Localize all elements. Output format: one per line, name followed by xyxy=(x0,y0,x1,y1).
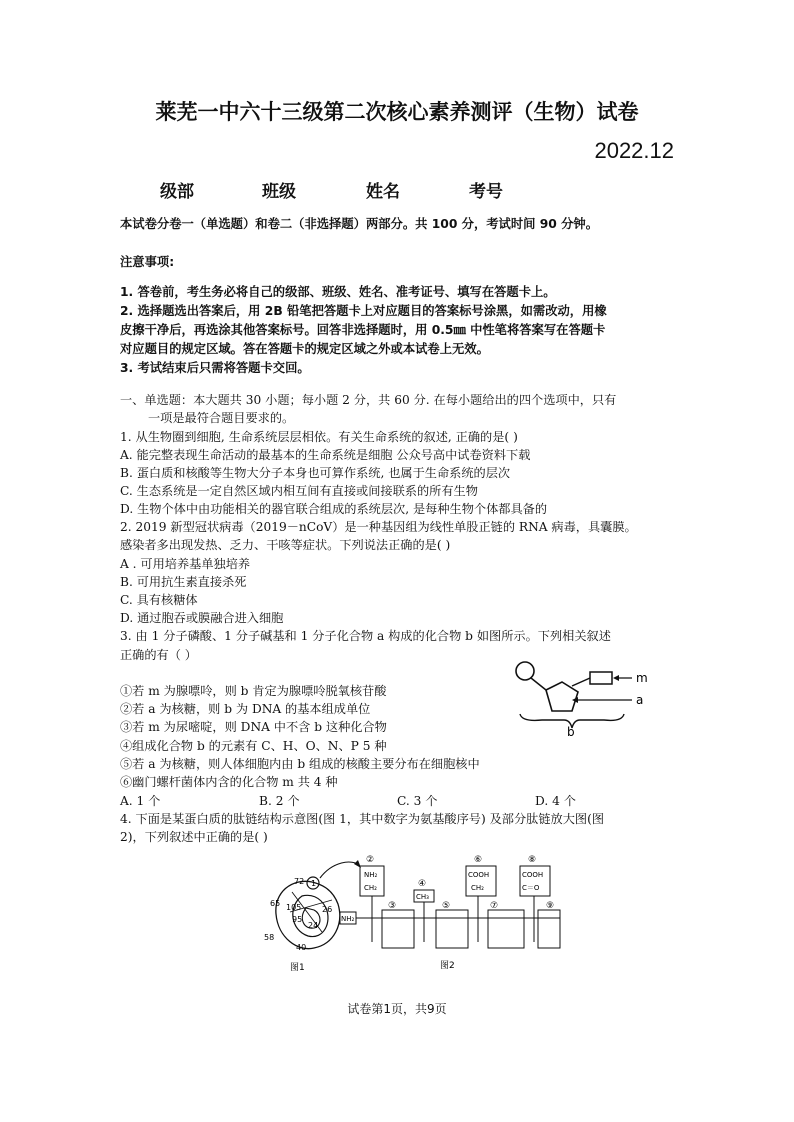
circled-number: ⑧ xyxy=(528,855,537,865)
notice-item: 2. 选择题选出答案后，用 2B 铅笔把答题卡上对应题目的答案标号涂黑，如需改动，用橡 xyxy=(120,304,607,318)
q3-statement-3: ③若 m 为尿嘧啶，则 DNA 中不含 b 这种化合物 xyxy=(120,720,387,734)
figure-1-label: 图1 xyxy=(290,963,305,973)
figure-2-label: 图2 xyxy=(440,961,455,971)
q1-option-a: A. 能完整表现生命活动的最基本的生命系统是细胞 公众号高中试卷资料下载 xyxy=(120,448,531,462)
q3-choice-a: A. 1 个 xyxy=(120,794,161,808)
q1-option-b: B. 蛋白质和核酸等生物大分子本身也可算作系统, 也属于生命系统的层次 xyxy=(120,466,511,480)
side-chain-group: COOH xyxy=(522,871,544,879)
side-chain-group: NH₂ xyxy=(364,871,378,879)
residue-number: 24 xyxy=(308,921,319,930)
residue-number: 40 xyxy=(296,943,307,952)
label-b: b xyxy=(567,725,575,738)
peptide-chain-diagram xyxy=(338,850,568,974)
q1-option-d: D. 生物个体中由功能相关的器官联合组成的系统层次, 是每种生物个体都具备的 xyxy=(120,502,548,516)
circled-number: ⑦ xyxy=(490,901,499,911)
q2-stem-cont: 感染者多出现发热、乏力、干咳等症状。下列说法正确的是( ) xyxy=(120,538,451,552)
field-class: 班级 xyxy=(262,182,296,202)
side-chain-group: CH₂ xyxy=(364,884,377,892)
field-id: 考号 xyxy=(469,182,503,202)
q2-option-c: C. 具有核糖体 xyxy=(120,593,198,607)
circled-number: ⑤ xyxy=(442,901,451,911)
q2-option-a: A . 可用培养基单独培养 xyxy=(120,557,251,571)
q4-stem-cont: 2)，下列叙述中正确的是( ) xyxy=(120,830,268,844)
field-grade: 级部 xyxy=(160,182,194,202)
q3-choice-c: C. 3 个 xyxy=(397,794,438,808)
notice-item: 对应题目的规定区域。答在答题卡的规定区域之外或本试卷上无效。 xyxy=(120,342,489,356)
q3-statement-1: ①若 m 为腺嘌呤，则 b 肯定为腺嘌呤脱氧核苷酸 xyxy=(120,684,387,698)
residue-number: 58 xyxy=(264,933,275,942)
circled-number: ② xyxy=(366,855,375,865)
section-heading: 一、单选题：本大题共 30 小题；每小题 2 分，共 60 分. 在每小题给出的四个选项中，只有 xyxy=(120,393,617,407)
label-a: a xyxy=(636,693,644,707)
exam-title: 莱芜一中六十三级第二次核心素养测评（生物）试卷 xyxy=(155,100,639,124)
q2-stem: 2. 2019 新型冠状病毒（2019－nCoV）是一种基因组为线性单股正链的 RNA 病毒，具囊膜。 xyxy=(120,520,637,534)
exam-date: 2022.12 xyxy=(594,138,674,163)
page-footer: 试卷第1页，共9页 xyxy=(347,1002,447,1016)
notice-item: 3. 考试结束后只需将答题卡交回。 xyxy=(120,361,310,375)
notice-heading: 注意事项: xyxy=(120,255,175,269)
residue-number: 1 xyxy=(311,879,317,888)
q3-statement-4: ④组成化合物 b 的元素有 C、H、O、N、P 5 种 xyxy=(120,739,387,753)
q3-stem: 3. 由 1 分子磷酸、1 分子碱基和 1 分子化合物 a 构成的化合物 b 如图所示。下列相关叙述 xyxy=(120,629,611,643)
residue-number: 65 xyxy=(270,899,281,908)
residue-number: 95 xyxy=(292,915,303,924)
q3-stem-cont: 正确的有（ ） xyxy=(120,648,197,662)
side-chain-group: C＝O xyxy=(522,884,540,892)
side-chain-group: CH₃ xyxy=(416,893,429,901)
q1-option-c: C. 生态系统是一定自然区域内相互间有直接或间接联系的所有生物 xyxy=(120,484,478,498)
circled-number: ⑥ xyxy=(474,855,483,865)
amino-terminal-group: NH₂ xyxy=(341,915,355,923)
residue-number: 105 xyxy=(286,903,302,912)
circled-number: ⑨ xyxy=(546,901,555,911)
circled-number: ④ xyxy=(418,879,427,889)
section-heading-cont: 一项是最符合题目要求的。 xyxy=(148,411,295,425)
nucleotide-diagram xyxy=(512,656,662,738)
notice-item: 1. 答卷前，考生务必将自己的级部、班级、姓名、准考证号、填写在答题卡上。 xyxy=(120,285,556,299)
residue-number: 26 xyxy=(322,905,333,914)
q2-option-d: D. 通过胞吞或膜融合进入细胞 xyxy=(120,611,284,625)
q2-option-b: B. 可用抗生素直接杀死 xyxy=(120,575,247,589)
side-chain-group: COOH xyxy=(468,871,490,879)
circled-number: ③ xyxy=(388,901,397,911)
notice-item: 皮擦干净后，再选涂其他答案标号。回答非选择题时，用 0.5㎜ 中性笔将答案写在答题卡 xyxy=(120,323,606,337)
q3-choice-b: B. 2 个 xyxy=(259,794,300,808)
q3-choice-d: D. 4 个 xyxy=(535,794,576,808)
intro-text: 本试卷分卷一（单选题）和卷二（非选择题）两部分。共 100 分，考试时间 90 分钟。 xyxy=(120,217,599,231)
q3-statement-5: ⑤若 a 为核糖，则人体细胞内由 b 组成的核酸主要分布在细胞核中 xyxy=(120,757,480,771)
residue-number: 72 xyxy=(294,877,305,886)
q3-statement-6: ⑥幽门螺杆菌体内含的化合物 m 共 4 种 xyxy=(120,775,338,789)
q3-statement-2: ②若 a 为核糖，则 b 为 DNA 的基本组成单位 xyxy=(120,702,371,716)
field-name: 姓名 xyxy=(366,182,400,202)
label-m: m xyxy=(636,671,648,685)
side-chain-group: CH₂ xyxy=(471,884,484,892)
q4-stem: 4. 下面是某蛋白质的肽链结构示意图(图 1，其中数字为氨基酸序号) 及部分肽链放大图(图 xyxy=(120,812,605,826)
q1-stem: 1. 从生物圈到细胞, 生命系统层层相依。有关生命系统的叙述, 正确的是( ) xyxy=(120,430,518,444)
